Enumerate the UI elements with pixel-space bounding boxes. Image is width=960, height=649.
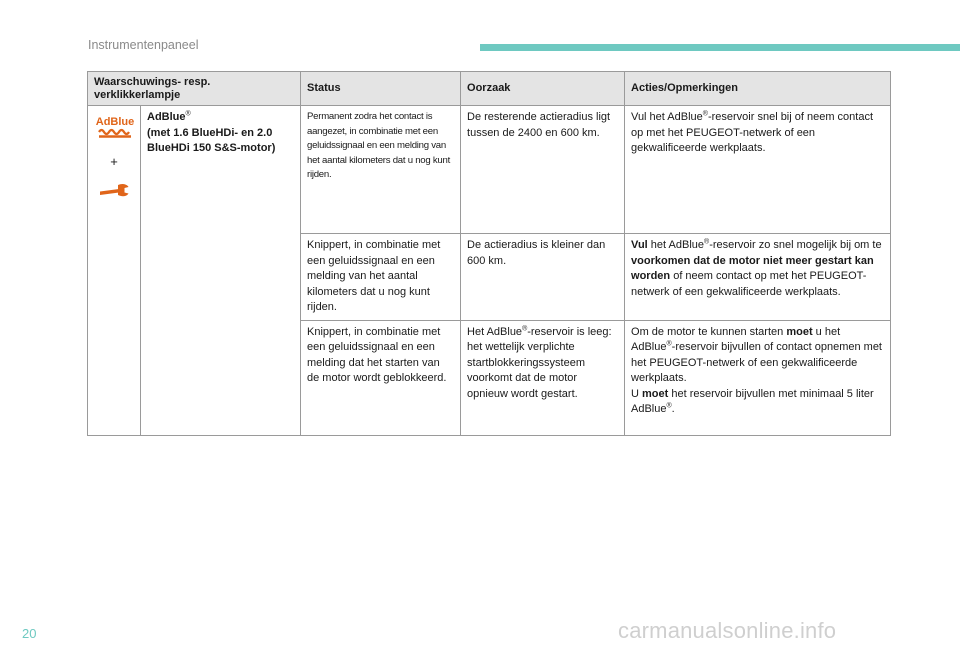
action-emphasis: moet [642, 387, 669, 400]
action-text: Vul het AdBlue [631, 111, 703, 123]
warning-lamp-table [87, 71, 891, 436]
section-header-bar [480, 44, 960, 51]
lamp-description-cell [141, 106, 301, 436]
registered-mark: ® [185, 110, 191, 118]
column-header-lamp: Waarschuwings- resp. verklikkerlampje [88, 72, 301, 106]
registered-mark: ® [666, 402, 672, 410]
action-text: of neem contact op met het PEUGEOT-netwerk of een gekwalificeerde werkplaats. [631, 270, 867, 298]
lamp-icons-cell [88, 106, 141, 436]
action-text: U [631, 387, 643, 400]
lamp-name: AdBlue [147, 111, 186, 123]
status-cell: Knippert, in combinatie met een geluidssignaal en een melding van het aantal kilometers dat u nog kunt rijden. [301, 234, 461, 321]
registered-mark: ® [522, 324, 528, 332]
cause-cell: De resterende actieradius ligt tussen de 2400 en 600 km. [461, 106, 625, 234]
action-emphasis: moet [786, 325, 813, 338]
column-header-actions: Acties/Opmerkingen [625, 72, 891, 106]
registered-mark: ® [702, 110, 708, 118]
action-emphasis: voorkomen dat de motor niet meer gestart kan worden [631, 254, 874, 282]
action-text: het reservoir bijvullen met minimaal 5 liter AdBlue [631, 387, 874, 415]
action-text: -reservoir snel bij of neem contact op met het PEUGEOT-netwerk of een gekwalificeerde werkplaats. [631, 111, 874, 154]
adblue-icon [94, 114, 136, 140]
adblue-logo-text: AdBlue [95, 116, 135, 128]
column-header-cause: Oorzaak [461, 72, 625, 106]
wrench-icon [98, 182, 130, 198]
section-title: Instrumentenpaneel [88, 38, 199, 52]
lamp-subtitle: (met 1.6 BlueHDi- en 2.0 BlueHDi 150 S&S-motor) [147, 126, 276, 154]
action-text: Om de motor te kunnen starten [631, 325, 787, 338]
cause-text: Het AdBlue [467, 325, 523, 338]
status-cell: Permanent zodra het contact is aangezet, in combinatie met een geluidssignaal en een melding van het aantal kilometers dat u nog kunt rijden. [301, 106, 461, 234]
registered-mark: ® [704, 238, 710, 246]
status-cell: Knippert, in combinatie met een geluidssignaal en een melding dat het starten van de motor wordt geblokkeerd. [301, 320, 461, 435]
watermark: carmanualsonline.info [618, 618, 837, 643]
plus-sign: + [110, 154, 118, 169]
action-text: -reservoir zo snel mogelijk bij om te [709, 239, 882, 251]
action-text: -reservoir bijvullen of contact opnemen met het PEUGEOT-netwerk of een gekwalificeerde werkplaats. [631, 341, 882, 384]
cause-cell [461, 320, 625, 435]
action-cell [625, 320, 891, 435]
table-row [88, 106, 891, 234]
action-cell [625, 106, 891, 234]
action-text: . [671, 403, 675, 415]
column-header-status: Status [301, 72, 461, 106]
cause-text: -reservoir is leeg: het wettelijk verplichte startblokkeringssysteem voorkomt dat de motor opnieuw wordt gestart. [467, 325, 612, 400]
cause-cell: De actieradius is kleiner dan 600 km. [461, 234, 625, 321]
page-number: 20 [22, 626, 37, 641]
action-text: het AdBlue [647, 239, 705, 251]
registered-mark: ® [666, 340, 672, 348]
action-cell [625, 234, 891, 321]
table-header-row [88, 72, 891, 106]
action-text: u het AdBlue [631, 325, 841, 353]
action-emphasis: Vul [631, 239, 648, 251]
